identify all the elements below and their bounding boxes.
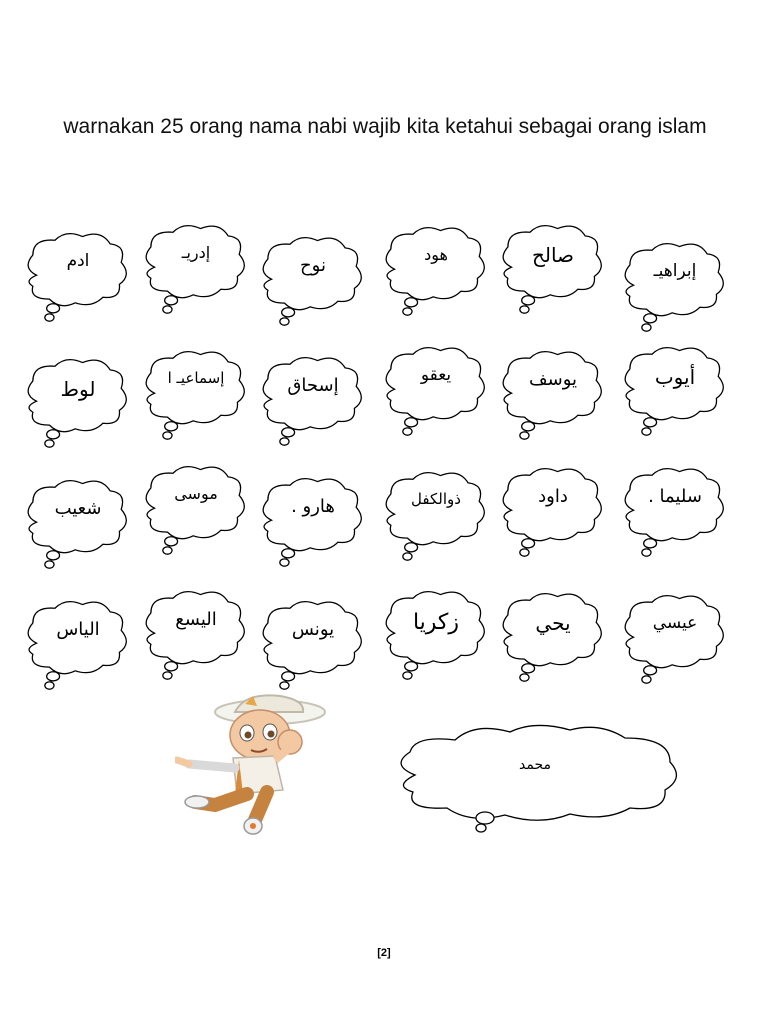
prophet-name: شعيب	[54, 498, 102, 519]
prophet-name: اليسع	[175, 609, 217, 630]
prophet-cloud[interactable]	[378, 339, 493, 444]
prophet-name: إسماعيـ ا	[167, 369, 225, 387]
cloud-outline	[138, 343, 253, 448]
cloud-muhammad[interactable]	[385, 720, 685, 830]
prophet-name: أيوب	[654, 365, 696, 389]
cloud-outline	[495, 217, 610, 322]
prophet-name: هود	[424, 245, 448, 264]
cloud-outline	[138, 458, 253, 563]
page-number: [2]	[377, 947, 391, 959]
prophet-cloud[interactable]	[378, 464, 493, 569]
prophet-cloud[interactable]	[138, 343, 253, 448]
cloud-outline	[20, 225, 135, 330]
cloud-outline	[378, 464, 493, 569]
cloud-outline	[138, 217, 253, 322]
cloud-outline	[20, 472, 135, 577]
cloud-outline	[255, 593, 370, 698]
prophet-name: زكريا	[412, 610, 460, 635]
prophet-cloud[interactable]	[495, 585, 610, 690]
prophet-name: إبراهيـ	[653, 261, 697, 281]
prophet-cloud[interactable]	[495, 343, 610, 448]
cloud-outline	[138, 583, 253, 688]
prophet-cloud[interactable]	[20, 593, 135, 698]
cloud-outline	[20, 351, 135, 456]
prophet-cloud[interactable]	[255, 349, 370, 454]
prophet-cloud[interactable]	[20, 472, 135, 577]
prophet-name: صالح	[531, 243, 575, 267]
prophet-name: يعقو	[420, 365, 452, 385]
prophet-name: يحي	[535, 611, 571, 635]
prophet-cloud[interactable]	[138, 583, 253, 688]
cloud-outline	[617, 235, 732, 340]
prophet-cloud[interactable]	[378, 219, 493, 324]
prophet-cloud[interactable]	[138, 217, 253, 322]
prophet-cloud[interactable]	[255, 593, 370, 698]
cloud-outline	[255, 470, 370, 575]
prophet-cloud[interactable]	[255, 229, 370, 334]
prophet-cloud[interactable]	[617, 460, 732, 565]
prophet-cloud[interactable]	[20, 225, 135, 330]
prophet-name: سليما .	[648, 486, 702, 507]
cloud-outline	[378, 583, 493, 688]
cloud-outline	[617, 460, 732, 565]
prophet-name: هارو .	[291, 496, 335, 517]
prophet-cloud[interactable]	[495, 217, 610, 322]
cloud-outline	[378, 219, 493, 324]
prophet-name: ادم	[66, 251, 90, 271]
cartoon-boy-illustration	[175, 690, 335, 840]
prophet-cloud[interactable]	[617, 235, 732, 340]
cloud-outline	[617, 587, 732, 692]
prophet-cloud[interactable]	[617, 339, 732, 444]
prophet-name-muhammad: محمد	[519, 757, 551, 773]
cloud-outline	[378, 339, 493, 444]
prophet-name: يونس	[291, 619, 335, 640]
cloud-outline	[495, 343, 610, 448]
prophet-cloud[interactable]	[255, 470, 370, 575]
cloud-outline	[495, 460, 610, 565]
cloud-outline	[495, 585, 610, 690]
prophet-name: ذوالكفل	[411, 490, 461, 508]
cloud-outline-wide	[385, 720, 685, 830]
prophet-name: لوط	[60, 377, 96, 401]
prophet-name: نوح	[300, 255, 326, 276]
worksheet-instruction: warnakan 25 orang nama nabi wajib kita ketahui sebagai orang islam	[63, 115, 707, 138]
prophet-name: داود	[538, 486, 568, 507]
prophet-name: الياس	[56, 619, 100, 640]
cloud-outline	[255, 349, 370, 454]
cloud-outline	[255, 229, 370, 334]
cloud-outline	[617, 339, 732, 444]
prophet-cloud[interactable]	[138, 458, 253, 563]
cloud-outline	[20, 593, 135, 698]
prophet-name: موسى	[174, 484, 218, 503]
prophet-name: إدريـ	[181, 243, 211, 262]
prophet-cloud[interactable]	[495, 460, 610, 565]
prophet-name: عيسي	[652, 613, 698, 633]
prophet-cloud[interactable]	[378, 583, 493, 688]
prophet-name: إسحاق	[287, 375, 339, 396]
prophet-cloud[interactable]	[617, 587, 732, 692]
prophet-cloud[interactable]	[20, 351, 135, 456]
prophet-name: يوسف	[528, 369, 578, 390]
